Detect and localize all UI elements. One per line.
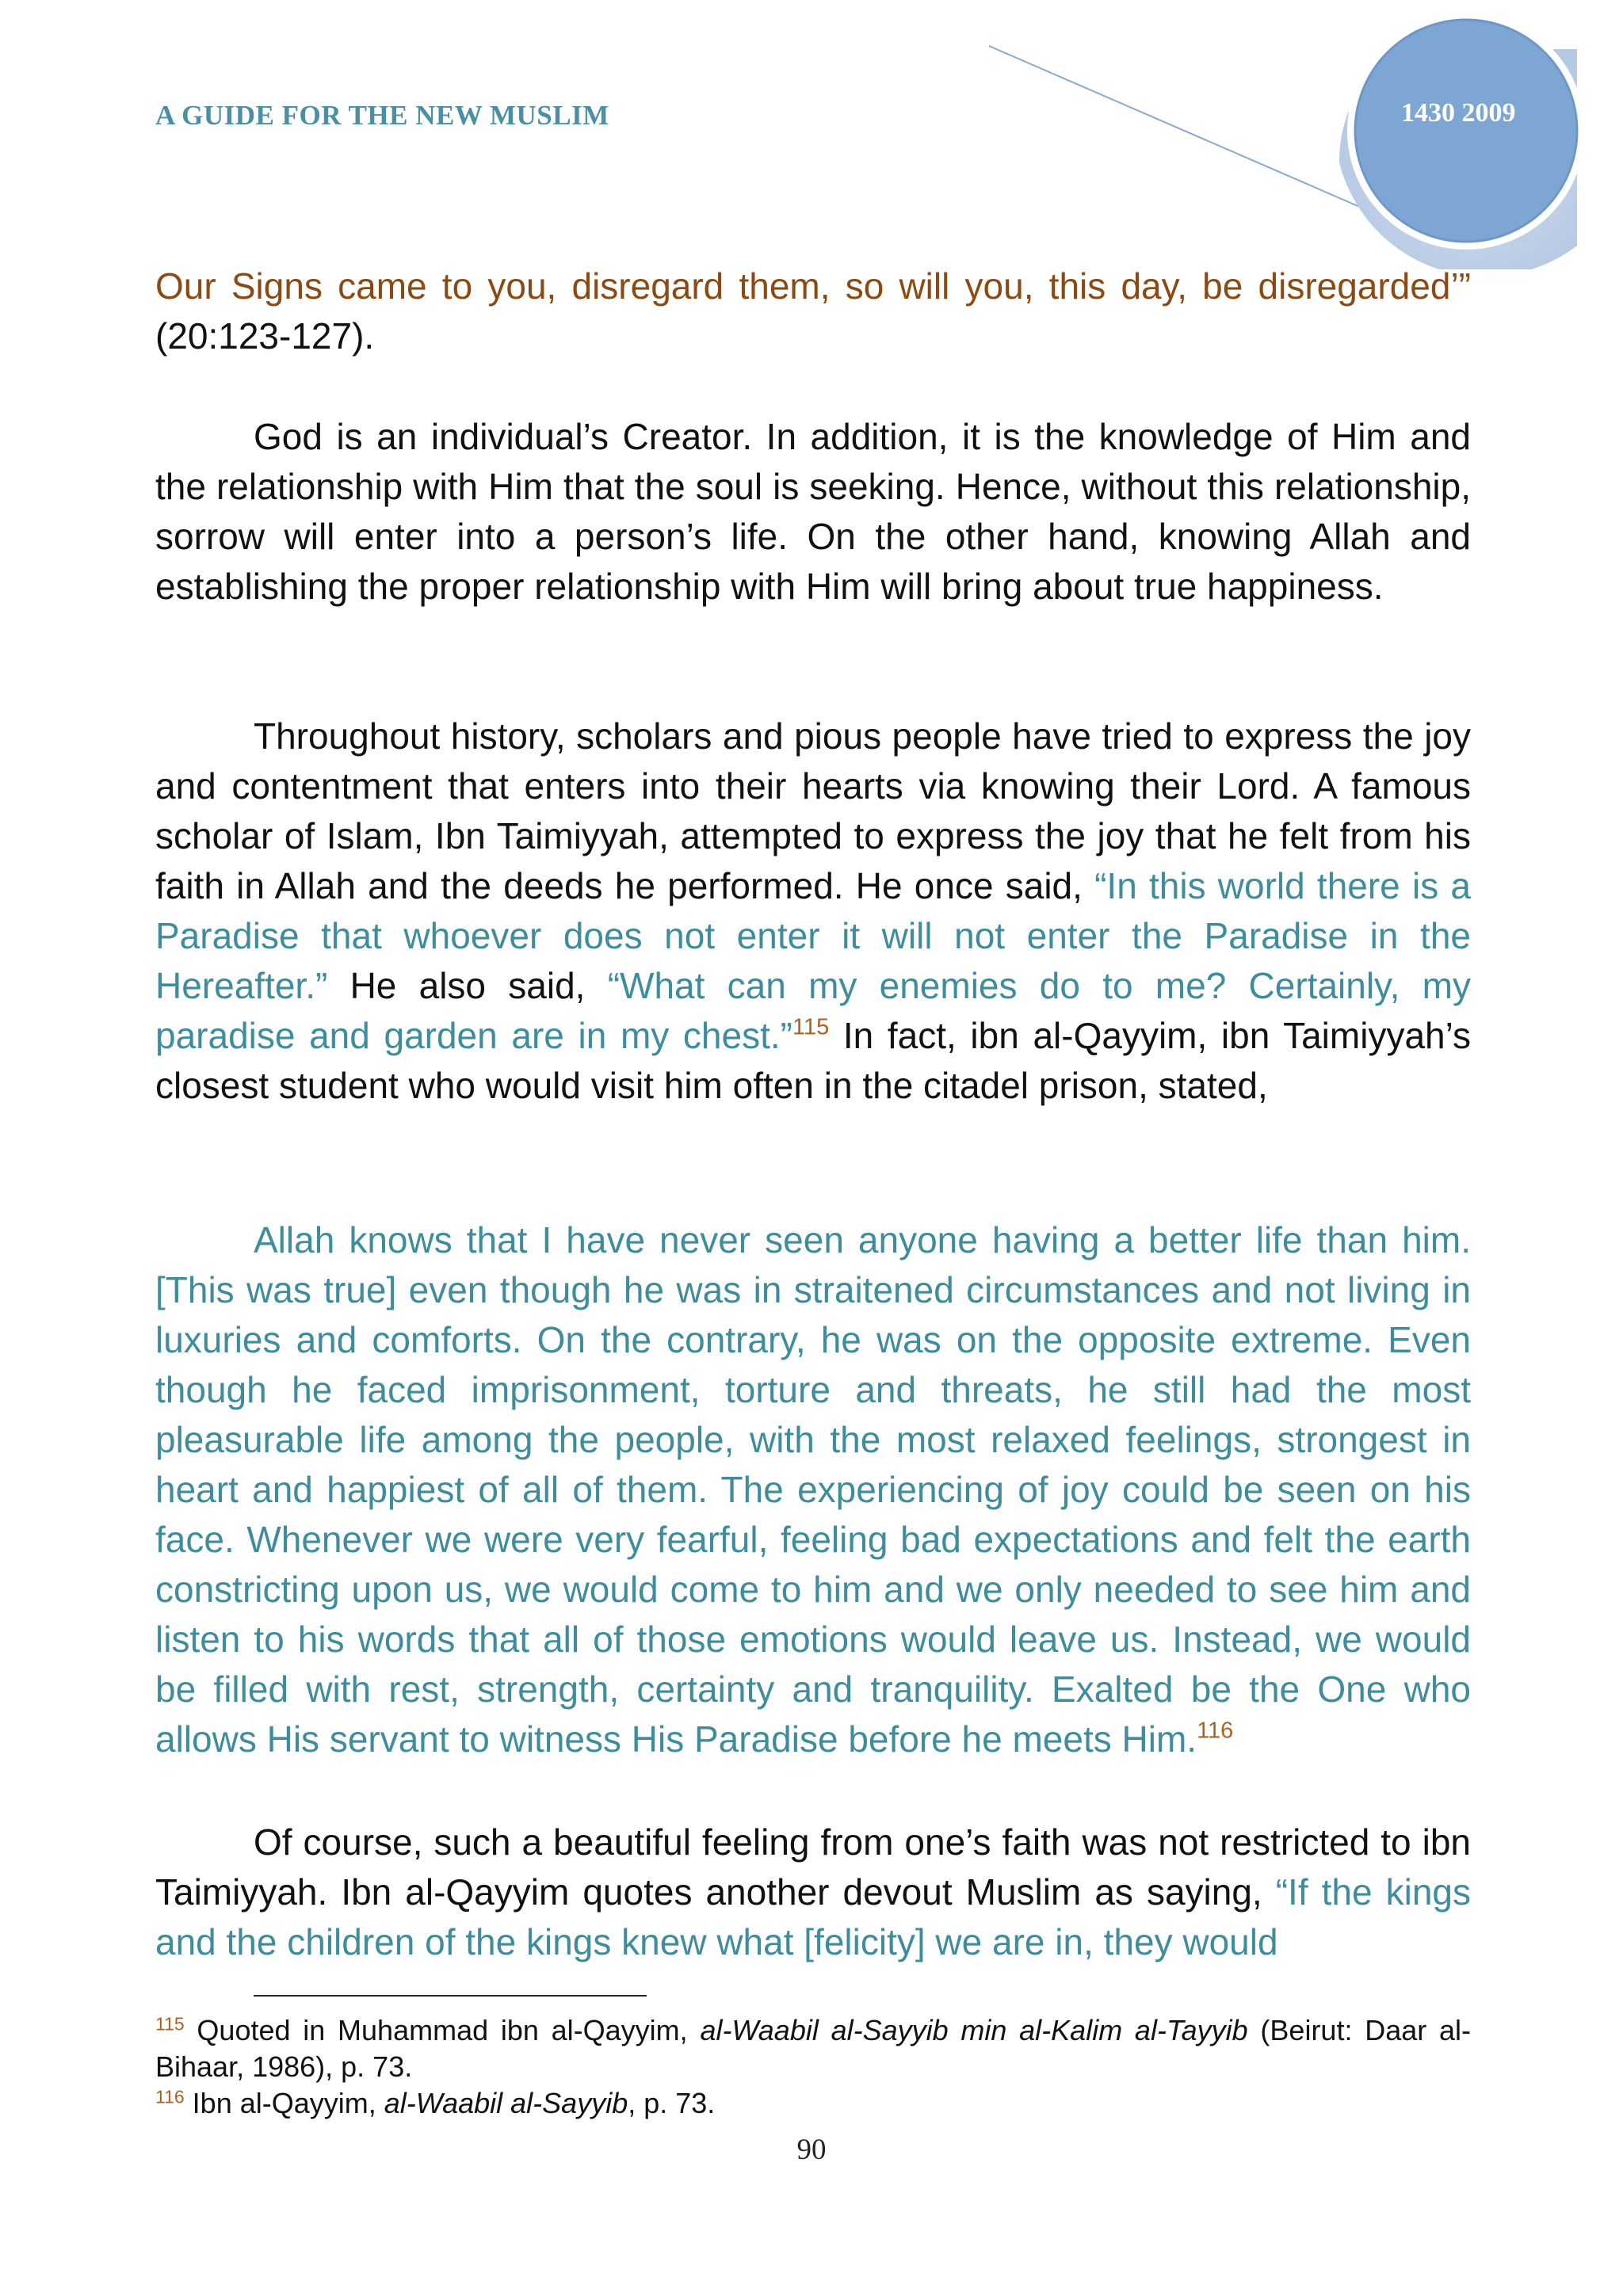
quote-enemies: “What can my enemies do to me? Certainly, my paradise and garden are in my chest.”: [155, 965, 1471, 1056]
footnote-text: Quoted in Muhammad ibn al-Qayyim,: [184, 2014, 701, 2046]
paragraph-2: God is an individual’s Creator. In addition, it is the knowledge of Him and the relationship with Him that the soul is seeking. Hence, without this relationship, sorrow will enter into a person’s life. On the other hand, knowing Allah and establishing the proper relationship with Him will bring about true happiness.: [155, 416, 1471, 607]
footnote-115: [155, 2012, 1471, 2085]
paragraph-1: [155, 261, 1471, 361]
footnote-text: (Beirut: Daar al-Bihaar, 1986), p. 73.: [155, 2014, 1471, 2083]
paragraph-3-text-a: Throughout history, scholars and pious people have tried to express the joy and contentment that enters into their hearts via knowing their Lord. A famous scholar of Islam, Ibn Taimiyyah, attempted to express the joy that he felt from his faith in Allah and the deeds he performed. He once said,: [155, 715, 1471, 906]
footnote-separator: [254, 1995, 647, 1997]
footnote-title: al-Waabil al-Sayyib: [384, 2087, 628, 2119]
header-year: 1430 2009: [1401, 98, 1516, 128]
header-decoration: [0, 0, 1623, 269]
quran-reference: (20:123-127).: [155, 315, 375, 357]
footnote-text: , p. 73.: [628, 2087, 716, 2119]
block-quote: [155, 1215, 1471, 1764]
paragraph-3-text-c: In fact, ibn al-Qayyim, ibn Taimiyyah’s closest student who would visit him often in the citadel prison, stated,: [155, 1015, 1471, 1106]
page-number: 90: [796, 2134, 827, 2166]
footnote-ref-115[interactable]: 115: [792, 1014, 830, 1040]
quran-quote: Our Signs came to you, disregard them, so will you, this day, be disregarded’”: [155, 265, 1471, 307]
header-title: A GUIDE FOR THE NEW MUSLIM: [155, 100, 609, 131]
footnote-number: 116: [155, 2086, 185, 2107]
footnote-116: [155, 2085, 1471, 2122]
quote-paradise: “In this world there is a Paradise that whoever does not enter it will not enter the Paradise in the Hereafter.”: [155, 865, 1471, 1006]
footnote-ref-116[interactable]: 116: [1197, 1718, 1234, 1744]
paragraph-5-text: Of course, such a beautiful feeling from one’s faith was not restricted to ibn Taimiyyah. Ibn al-Qayyim quotes another devout Muslim as saying,: [155, 1821, 1471, 1913]
paragraph-5: [155, 1817, 1471, 1967]
footnote-text: Ibn al-Qayyim,: [184, 2087, 384, 2119]
footnote-title: al-Waabil al-Sayyib min al-Kalim al-Tayyib: [700, 2014, 1248, 2046]
quote-kings: “If the kings and the children of the kings knew what [felicity] we are in, they would: [155, 1871, 1471, 1962]
paragraph-3: [155, 711, 1471, 1111]
paragraph-3-text-b: He also said,: [327, 965, 608, 1006]
block-quote-text: Allah knows that I have never seen anyone having a better life than him. [This was true] even though he was in straitened circumstances and not living in luxuries and comforts. On the contrary, he was on the opposite extreme. Even though he faced imprisonment, torture and threats, he still had the most pleasurable life among the people, with the most relaxed feelings, strongest in heart and happiest of all of them. The experiencing of joy could be seen on his face. Whenever we were very fearful, feeling bad expectations and felt the earth constricting upon us, we would come to him and we only needed to see him and listen to his words that all of those emotions would leave us. Instead, we would be filled with rest, strength, certainty and tranquility. Exalted be the One who allows His servant to witness His Paradise before he meets Him.: [155, 1219, 1471, 1760]
footnote-number: 115: [155, 2013, 185, 2035]
